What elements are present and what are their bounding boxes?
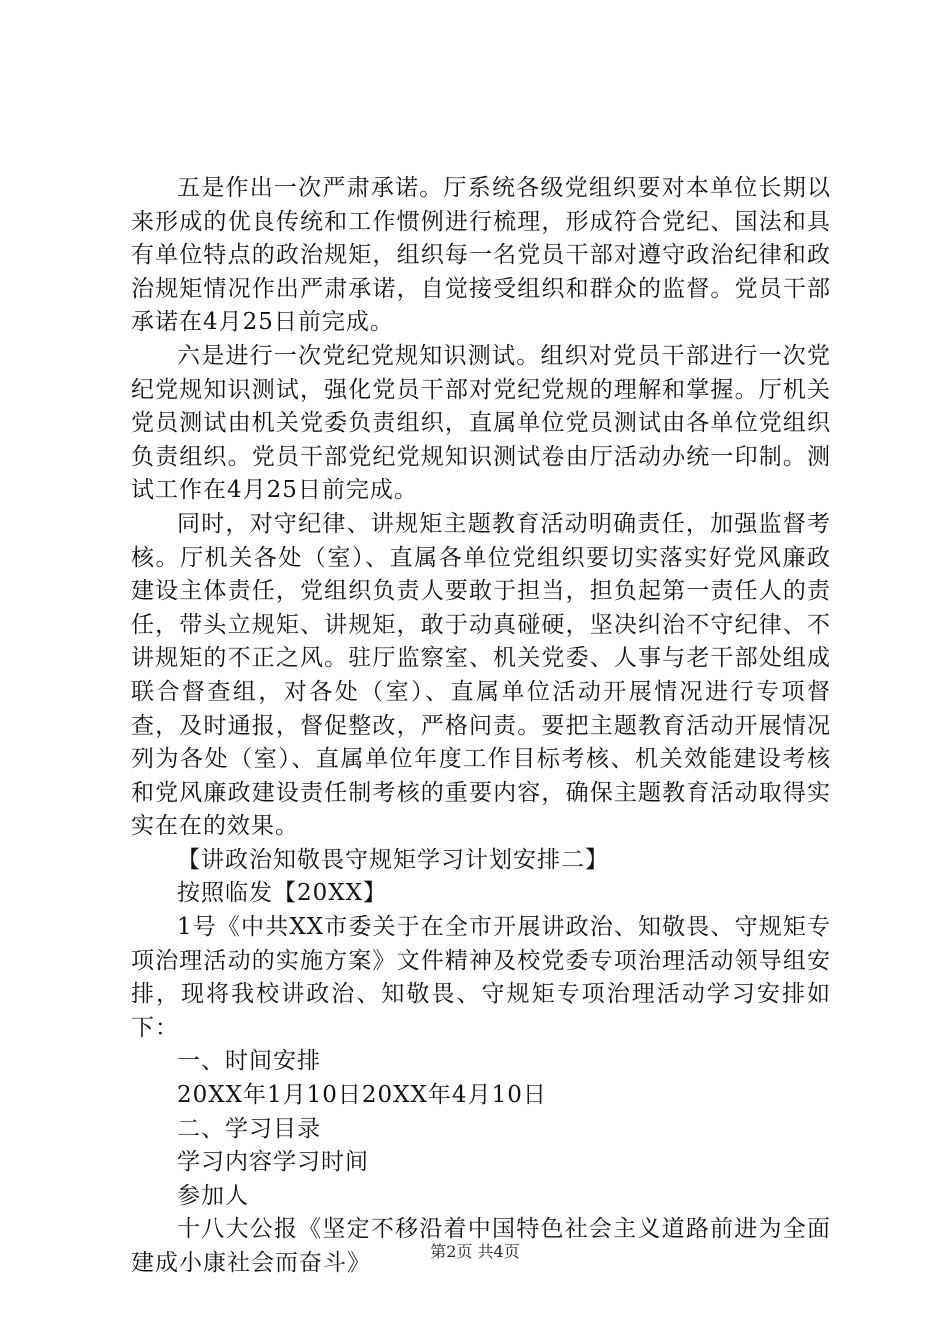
document-body xyxy=(131,172,831,1281)
text-study-content-time: 学习内容学习时间 xyxy=(177,1149,369,1176)
paragraph-according: 按照临发【20XX】 xyxy=(177,880,388,907)
paragraph-knowledge-test: 六是进行一次党纪党规知识测试。组织对党员干部进行一次党纪党规知识测试，强化党员干部对党纪党规的理解和掌握。厅机关党员测试由机关党委负责组织，直属单位党员测试由各单位党组织负责组织。党员干部党纪党规知识测试卷由厅活动办统一印制。测试工作在4月25日前完成。 xyxy=(131,342,831,504)
paragraph-communique: 十八大公报《坚定不移沿着中国特色社会主义道路前进为全面建成小康社会而奋斗》 xyxy=(131,1216,831,1276)
paragraph-responsibility: 同时，对守纪律、讲规矩主题教育活动明确责任，加强监督考核。厅机关各处（室）、直属各单位党组织要切实落实好党风廉政建设主体责任，党组织负责人要敢于担当，担负起第一责任人的责任，带头立规矩、讲规矩，敢于动真碰硬，坚决纠治不守纪律、不讲规矩的不正之风。驻厅监察室、机关党委、人事与老干部处组成联合督查组，对各处（室）、直属单位活动开展情况进行专项督查，及时通报，督促整改，严格问责。要把主题教育活动开展情况列为各处（室）、直属单位年度工作目标考核、机关效能建设考核和党风廉政建设责任制考核的重要内容，确保主题教育活动取得实实在在的效果。 xyxy=(131,510,831,840)
paragraph-document-reference: 1号《中共XX市委关于在全市开展讲政治、知敬畏、守规矩专项治理活动的实施方案》文件精神及校党委专项治理活动领导组安排，现将我校讲政治、知敬畏、守规矩专项治理活动学习安排如下： xyxy=(131,914,831,1041)
paragraph-pledge: 五是作出一次严肃承诺。厅系统各级党组织要对本单位长期以来形成的优良传统和工作惯例进行梳理，形成符合党纪、国法和具有单位特点的政治规矩，组织每一名党员干部对遵守政治纪律和政治规矩情况作出严肃承诺，自觉接受组织和群众的监督。党员干部承诺在4月25日前完成。 xyxy=(131,175,831,336)
section-heading-plan-two: 【讲政治知敬畏守规矩学习计划安排二】 xyxy=(177,846,609,873)
text-participants: 参加人 xyxy=(177,1182,249,1209)
heading-time-arrangement: 一、时间安排 xyxy=(177,1048,321,1075)
page-number-footer: 第2页 共4页 xyxy=(430,1242,520,1261)
text-date-range: 20XX年1月10日20XX年4月10日 xyxy=(177,1082,547,1109)
heading-study-catalog: 二、学习目录 xyxy=(177,1115,321,1142)
